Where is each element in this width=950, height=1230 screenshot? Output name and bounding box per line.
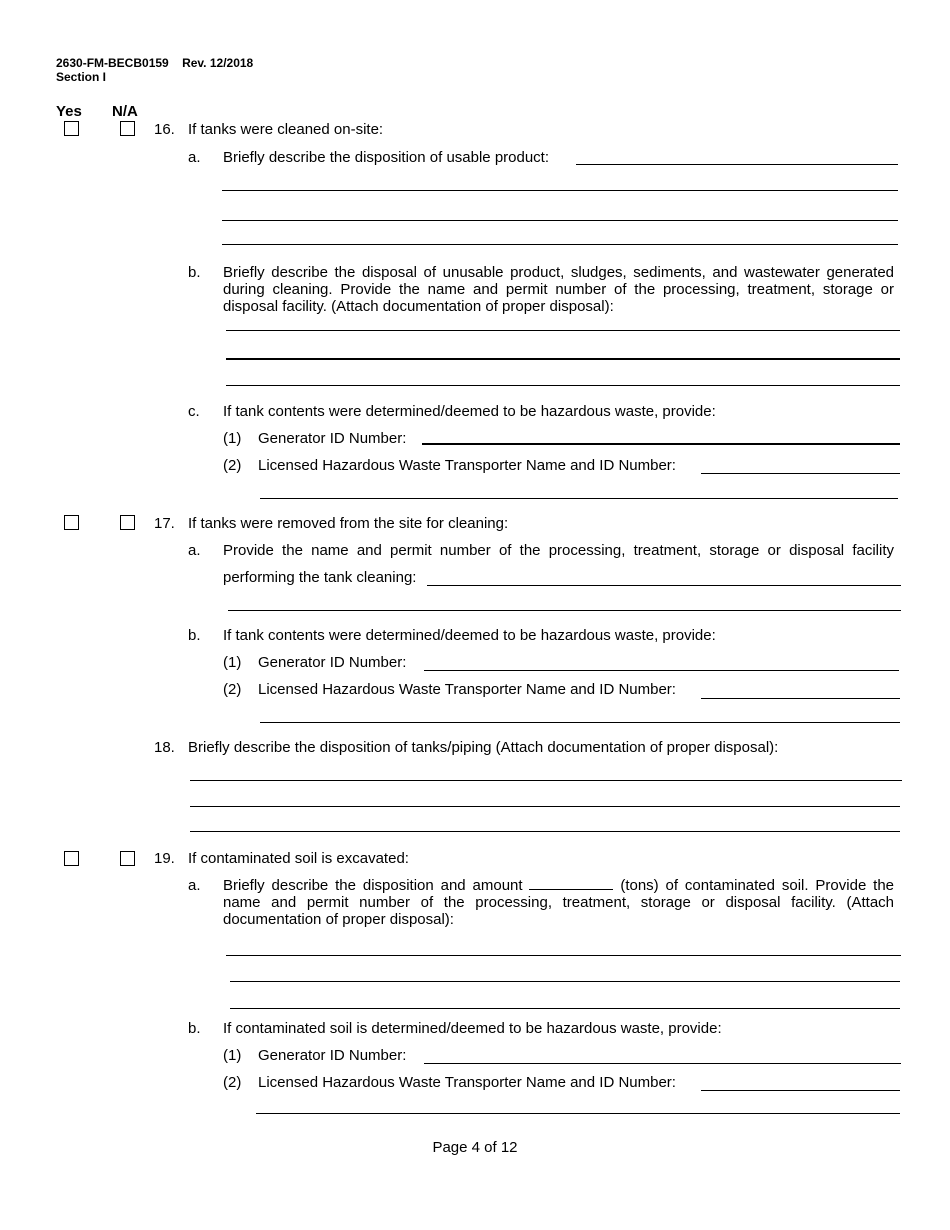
- q19-yes-checkbox[interactable]: [64, 851, 79, 866]
- q16-na-checkbox[interactable]: [120, 121, 135, 136]
- q18-answer-line-2[interactable]: [190, 806, 900, 807]
- revision: Rev. 12/2018: [182, 56, 254, 70]
- q17b-generator-id-label: Generator ID Number:: [258, 654, 407, 671]
- q17-na-checkbox[interactable]: [120, 515, 135, 530]
- q17b-generator-id-field[interactable]: [424, 670, 899, 671]
- q18-answer-line-3[interactable]: [190, 831, 900, 832]
- q18-answer-line-1[interactable]: [190, 780, 902, 781]
- q19-na-checkbox[interactable]: [120, 851, 135, 866]
- q17a-text-line1: Provide the name and permit number of the processing, treatment, storage or disposal facility: [223, 542, 894, 559]
- q19a-text: Briefly describe the disposition and amount (tons) of contaminated soil. Provide the name and permit number of the processing, treatment, storage or disposal facility. (Attach documentation of proper disposal):: [223, 877, 895, 928]
- q16c-item1-number: (1): [223, 430, 242, 447]
- q16a-letter: a.: [188, 149, 201, 166]
- q19a-answer-line-2[interactable]: [230, 981, 900, 982]
- q19b-item1-number: (1): [223, 1047, 242, 1064]
- q16-text: If tanks were cleaned on-site:: [188, 121, 384, 138]
- q16c-generator-id-field[interactable]: [422, 443, 900, 445]
- q18-number: 18.: [154, 739, 175, 756]
- q16a-answer-line-2[interactable]: [222, 190, 898, 191]
- q19b-text: If contaminated soil is determined/deemed to be hazardous waste, provide:: [223, 1020, 722, 1037]
- q17b-letter: b.: [188, 627, 201, 644]
- q16c-transporter-field[interactable]: [701, 473, 900, 474]
- q16c-transporter-field-2[interactable]: [260, 498, 898, 499]
- q17b-text: If tank contents were determined/deemed to be hazardous waste, provide:: [223, 627, 716, 644]
- q19a-answer-line-1[interactable]: [226, 955, 901, 956]
- q19a-letter: a.: [188, 877, 201, 894]
- q17b-transporter-field-2[interactable]: [260, 722, 900, 723]
- section-label: Section I: [56, 70, 107, 84]
- na-column-heading: N/A: [112, 103, 138, 120]
- q16c-transporter-label: Licensed Hazardous Waste Transporter Name and ID Number:: [258, 457, 676, 474]
- q16b-letter: b.: [188, 264, 201, 281]
- q17b-item2-number: (2): [223, 681, 242, 698]
- form-number: 2630-FM-BECB0159 Rev. 12/2018: [56, 56, 254, 70]
- q17a-answer-line-2[interactable]: [228, 610, 901, 611]
- q17-number: 17.: [154, 515, 175, 532]
- q16a-text: Briefly describe the disposition of usable product:: [223, 149, 550, 166]
- q19b-transporter-label: Licensed Hazardous Waste Transporter Name and ID Number:: [258, 1074, 676, 1091]
- q19b-item2-number: (2): [223, 1074, 242, 1091]
- q16c-item2-number: (2): [223, 457, 242, 474]
- q17-text: If tanks were removed from the site for cleaning:: [188, 515, 509, 532]
- q17b-transporter-label: Licensed Hazardous Waste Transporter Name and ID Number:: [258, 681, 676, 698]
- q16a-answer-line-3[interactable]: [222, 220, 898, 221]
- q16c-text: If tank contents were determined/deemed to be hazardous waste, provide:: [223, 403, 716, 420]
- q19b-letter: b.: [188, 1020, 201, 1037]
- q19b-transporter-field[interactable]: [701, 1090, 900, 1091]
- q16b-answer-line-3[interactable]: [226, 385, 900, 386]
- page-number: Page 4 of 12: [432, 1139, 518, 1156]
- q19b-transporter-field-2[interactable]: [256, 1113, 900, 1114]
- q16c-letter: c.: [188, 403, 200, 420]
- q17b-transporter-field[interactable]: [701, 698, 900, 699]
- q19a-answer-line-3[interactable]: [230, 1008, 900, 1009]
- q16a-answer-line-4[interactable]: [222, 244, 898, 245]
- q17b-item1-number: (1): [223, 654, 242, 671]
- q16b-answer-line-2[interactable]: [226, 358, 900, 360]
- q16b-text: Briefly describe the disposal of unusable product, sludges, sediments, and wastewater generated during cleaning. Provide the name and permit number of the processing, treatment, storage or disposal facility. (Attach documentation of proper disposal):: [223, 264, 894, 315]
- q19b-generator-id-field[interactable]: [424, 1063, 901, 1064]
- q19a-tons-field[interactable]: [529, 877, 613, 890]
- q19-number: 19.: [154, 850, 175, 867]
- q16c-generator-id-label: Generator ID Number:: [258, 430, 407, 447]
- q19b-generator-id-label: Generator ID Number:: [258, 1047, 407, 1064]
- q17-yes-checkbox[interactable]: [64, 515, 79, 530]
- q17a-letter: a.: [188, 542, 201, 559]
- q18-text: Briefly describe the disposition of tanks/piping (Attach documentation of proper disposal):: [188, 739, 779, 756]
- q16b-answer-line-1[interactable]: [226, 330, 900, 331]
- q16-yes-checkbox[interactable]: [64, 121, 79, 136]
- q17a-text-line2: performing the tank cleaning:: [223, 569, 417, 586]
- yes-column-heading: Yes: [56, 103, 82, 120]
- q19-text: If contaminated soil is excavated:: [188, 850, 409, 867]
- q16a-answer-line[interactable]: [576, 164, 898, 165]
- q16-number: 16.: [154, 121, 175, 138]
- q17a-answer-line[interactable]: [427, 585, 901, 586]
